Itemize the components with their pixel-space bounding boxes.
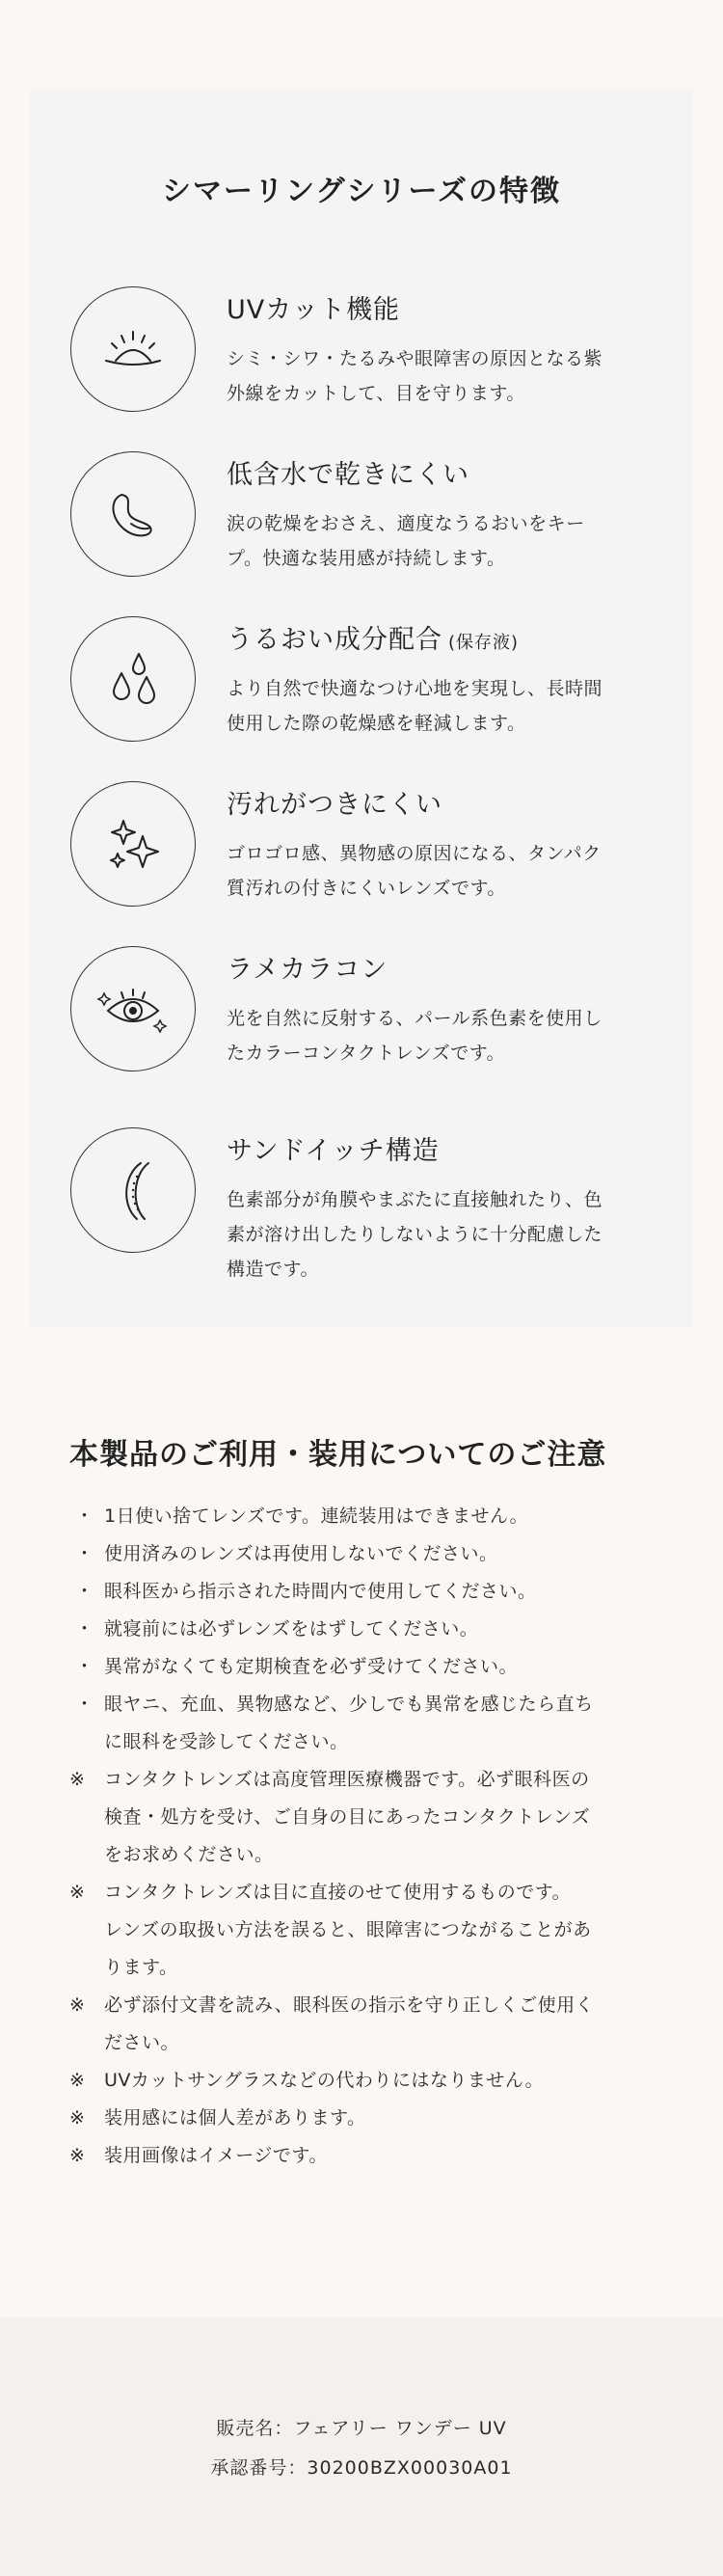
- asterisk-mark: ※: [69, 1994, 86, 2016]
- bullet-mark: ・: [75, 1505, 94, 1527]
- feature-title: 低含水で乾きにくい: [227, 460, 469, 490]
- feature-body: [227, 288, 670, 411]
- asterisk-mark: ※: [69, 2107, 86, 2129]
- feature-title: ラメカラコン: [227, 955, 388, 985]
- feature-description: 色素部分が角膜やまぶたに直接触れたり、色 素が溶け出したりしないように十分配慮した 構造です。: [227, 1189, 603, 1280]
- note-item: ※ 装用感には個人差があります。: [69, 2100, 648, 2137]
- feature-body: [227, 618, 670, 741]
- seller-name: 販売名：フェアリー ワンデー UV: [216, 2418, 507, 2439]
- feature-body: [227, 453, 670, 576]
- product-info-footer: [0, 2318, 723, 2576]
- note-item: ・ 就寝前には必ずレンズをはずしてください。: [69, 1611, 648, 1648]
- note-item: ※ UVカットサングラスなどの代わりにはなりません。: [69, 2062, 648, 2100]
- water-drops-icon: [70, 616, 196, 742]
- asterisk-mark: ※: [69, 2070, 86, 2091]
- feature-description: ゴロゴロ感、異物感の原因になる、タンパク 質汚れの付きにくいレンズです。: [227, 843, 602, 899]
- bullet-mark: ・: [75, 1618, 94, 1640]
- note-item: ・ 使用済みのレンズは再使用しないでください。: [69, 1535, 648, 1573]
- notes-title: 本製品のご利用・装用についてのご注意: [69, 1438, 607, 1472]
- asterisk-mark: ※: [69, 1769, 86, 1790]
- eye-uv-icon: [70, 286, 196, 412]
- feature-subtitle: (保存液): [448, 633, 520, 653]
- asterisk-mark: ※: [69, 2145, 86, 2166]
- feature-description: シミ・シワ・たるみや眼障害の原因となる紫 外線をカットして、目を守ります。: [227, 348, 603, 404]
- bullet-mark: ・: [75, 1656, 94, 1677]
- bullet-mark: ・: [75, 1581, 94, 1602]
- lens-drop-icon: [70, 451, 196, 577]
- bullet-mark: ・: [75, 1543, 94, 1564]
- feature-description: 光を自然に反射する、パール系色素を使用し たカラーコンタクトレンズです。: [227, 1008, 602, 1064]
- feature-title: UVカット機能: [227, 295, 400, 325]
- lens-sandwich-icon: [70, 1127, 196, 1253]
- approval-number: 承認番号：30200BZX00030A01: [210, 2457, 513, 2479]
- feature-title: うるおい成分配合 (保存液): [227, 625, 520, 655]
- feature-body: [227, 948, 670, 1071]
- note-item: ※ コンタクトレンズは高度管理医療機器です。必ず眼科医の 検査・処方を受け、ご自身の目にあったコンタクトレンズ をお求めください。: [69, 1761, 648, 1874]
- note-item: ・ 異常がなくても定期検査を必ず受けてください。: [69, 1648, 648, 1686]
- feature-title: サンドイッチ構造: [227, 1136, 440, 1166]
- feature-body: [227, 1129, 670, 1287]
- features-title: シマーリングシリーズの特徴: [162, 175, 561, 208]
- note-item: ・ 眼科医から指示された時間内で使用してください。: [69, 1573, 648, 1611]
- note-item: ※ 装用画像はイメージです。: [69, 2137, 648, 2175]
- features-section: [30, 90, 693, 1328]
- note-item: ・ 眼ヤニ、充血、異物感など、少しでも異常を感じたら直ち に眼科を受診してください。: [69, 1686, 648, 1761]
- feature-title: 汚れがつきにくい: [227, 790, 442, 820]
- feature-description: より自然で快適なつけ心地を実現し、長時間 使用した際の乾燥感を軽減します。: [227, 678, 603, 734]
- bullet-mark: ・: [75, 1694, 94, 1715]
- sparkle-icon: [70, 781, 196, 907]
- note-item: ・ 1日使い捨てレンズです。連続装用はできません。: [69, 1498, 648, 1535]
- notes-list: [69, 1498, 648, 2175]
- feature-body: [227, 783, 670, 906]
- asterisk-mark: ※: [69, 1882, 86, 1903]
- note-item: ※ 必ず添付文書を読み、眼科医の指示を守り正しくご使用く ださい。: [69, 1987, 648, 2062]
- feature-description: 涙の乾燥をおさえ、適度なうるおいをキー プ。快適な装用感が持続します。: [227, 513, 585, 569]
- sparkling-eye-icon: [70, 946, 196, 1071]
- note-item: ※ コンタクトレンズは目に直接のせて使用するものです。 レンズの取扱い方法を誤ると、眼障害につながることがあ ります。: [69, 1874, 648, 1987]
